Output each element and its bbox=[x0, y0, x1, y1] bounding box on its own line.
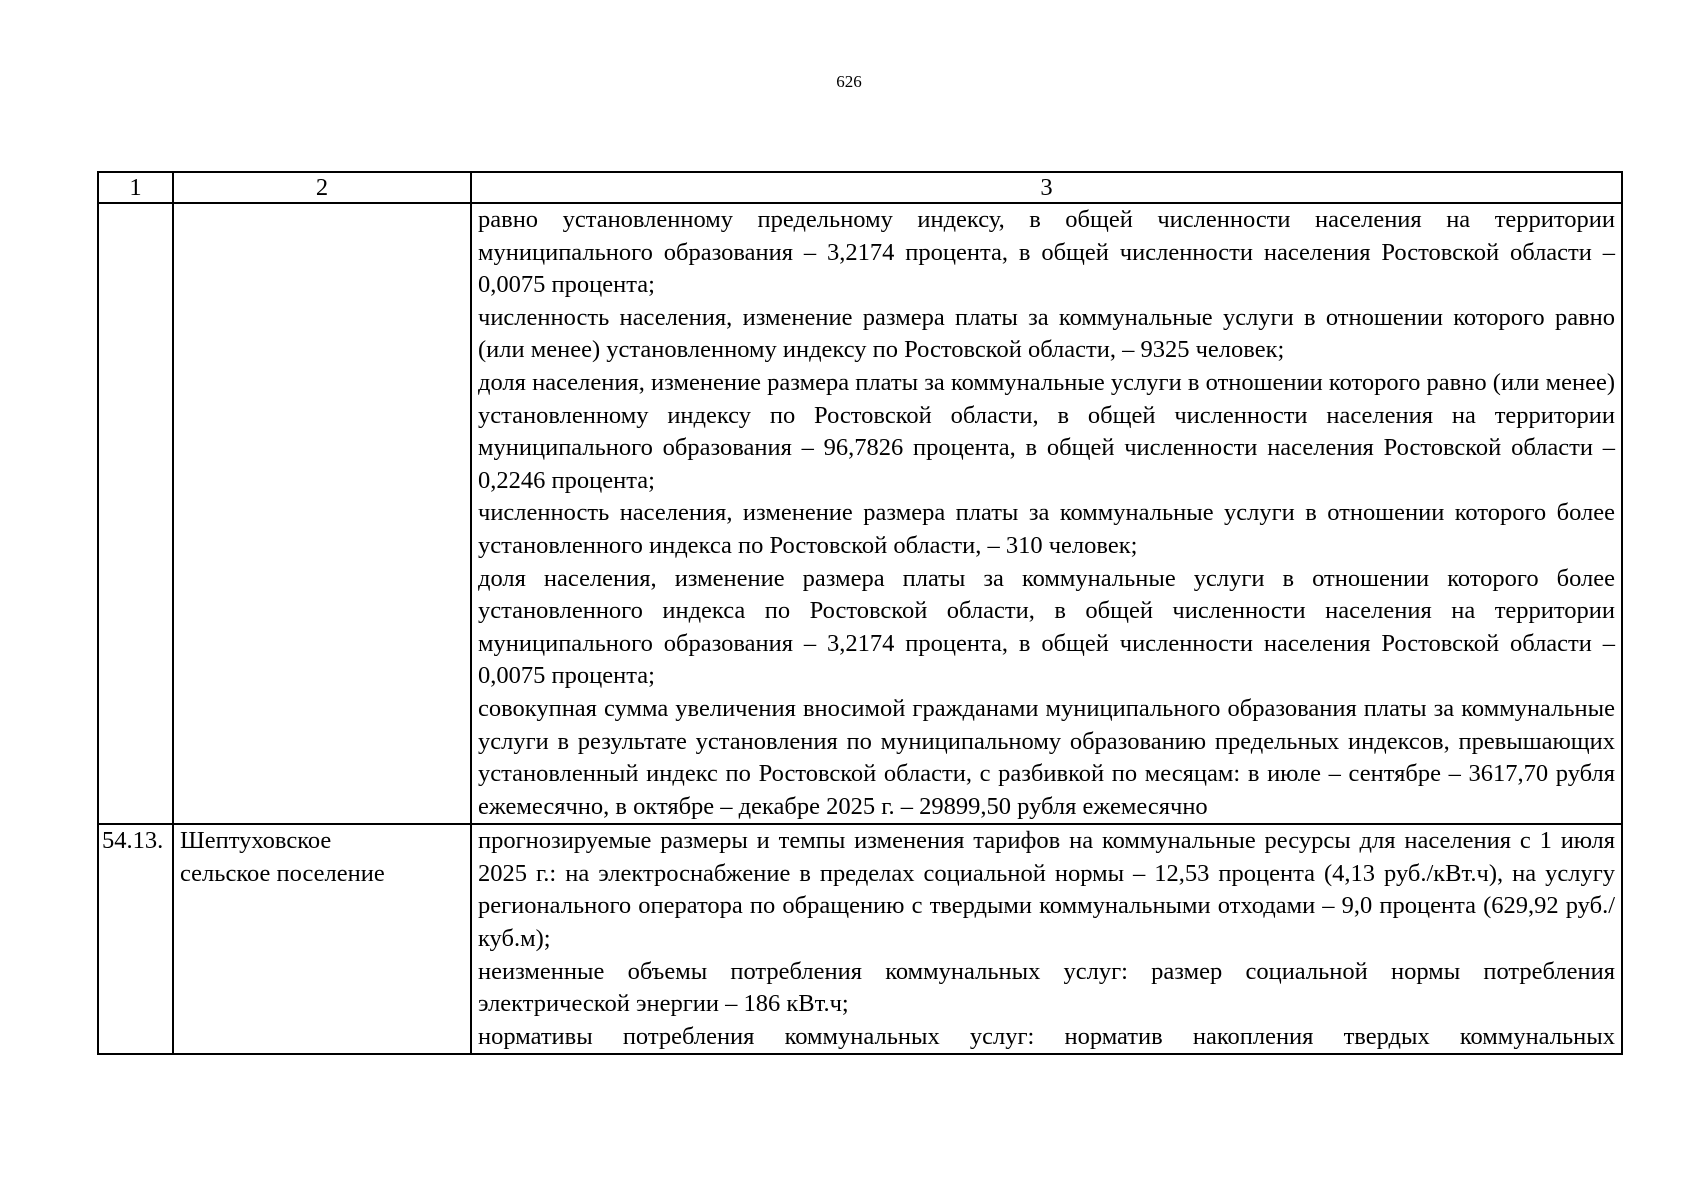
data-table bbox=[97, 171, 1623, 1055]
description-paragraph: прогнозируемые размеры и темпы изменения тарифов на коммунальные ресурсы для населения с 1 июля 2025 г.: на электроснабжение в пределах социальной нормы – 12,53 процента (4,13 руб./кВт.ч), на услугу регионального оператора по обращению с твердыми коммунальными отходами – 9,0 процента (629,92 руб./куб.м); bbox=[478, 827, 1615, 953]
settlement-name-cell bbox=[173, 824, 471, 1054]
description-cell bbox=[471, 824, 1622, 1054]
row-number-cell bbox=[98, 203, 173, 824]
description-paragraph: совокупная сумма увеличения вносимой гражданами муниципального образования платы за коммунальные услуги в результате установления по муниципальному образованию предельных индексов, превышающих установленный индекс по Ростовской области, с разбивкой по месяцам: в июле – сентябре – 3617,70 рубля ежемесячно, в октябре – декабре 2025 г. – 29899,50 рубля ежемесячно bbox=[478, 694, 1615, 820]
description-paragraph: неизменные объемы потребления коммунальных услуг: размер социальной нормы потребления электрической энергии – 186 кВт.ч; bbox=[478, 957, 1615, 1018]
settlement-name-cell bbox=[173, 203, 471, 824]
description-cell bbox=[471, 203, 1622, 824]
description-paragraph: равно установленному предельному индексу, в общей численности населения на территории муниципального образования – 3,2174 процента, в общей численности населения Ростовской области – 0,0075 процента; bbox=[478, 206, 1615, 299]
column-header-2: 2 bbox=[173, 172, 471, 203]
column-header-1: 1 bbox=[98, 172, 173, 203]
column-header-3: 3 bbox=[471, 172, 1622, 203]
table-row bbox=[98, 203, 1622, 824]
page-number: 626 bbox=[836, 72, 862, 91]
table-row bbox=[98, 824, 1622, 1054]
description-paragraph: доля населения, изменение размера платы за коммунальные услуги в отношении которого равно (или менее) установленному индексу по Ростовской области, в общей численности населения на территории муниципального образования – 96,7826 процента, в общей численности населения Ростовской области – 0,2246 процента; bbox=[478, 368, 1615, 494]
description-paragraph: доля населения, изменение размера платы за коммунальные услуги в отношении которого более установленного индекса по Ростовской области, в общей численности населения на территории муниципального образования – 3,2174 процента, в общей численности населения Ростовской области – 0,0075 процента; bbox=[478, 564, 1615, 690]
settlement-name-line: сельское поселение bbox=[180, 859, 385, 887]
table-header-row bbox=[98, 172, 1622, 203]
row-number-cell: 54.13. bbox=[98, 824, 173, 1054]
description-paragraph: нормативы потребления коммунальных услуг: норматив накопления твердых коммунальных bbox=[478, 1022, 1615, 1050]
description-paragraph: численность населения, изменение размера платы за коммунальные услуги в отношении которого равно (или менее) установленному индексу по Ростовской области, – 9325 человек; bbox=[478, 303, 1615, 364]
description-paragraph: численность населения, изменение размера платы за коммунальные услуги в отношении которого более установленного индекса по Ростовской области, – 310 человек; bbox=[478, 499, 1615, 559]
settlement-name-line: Шептуховское bbox=[180, 827, 332, 855]
